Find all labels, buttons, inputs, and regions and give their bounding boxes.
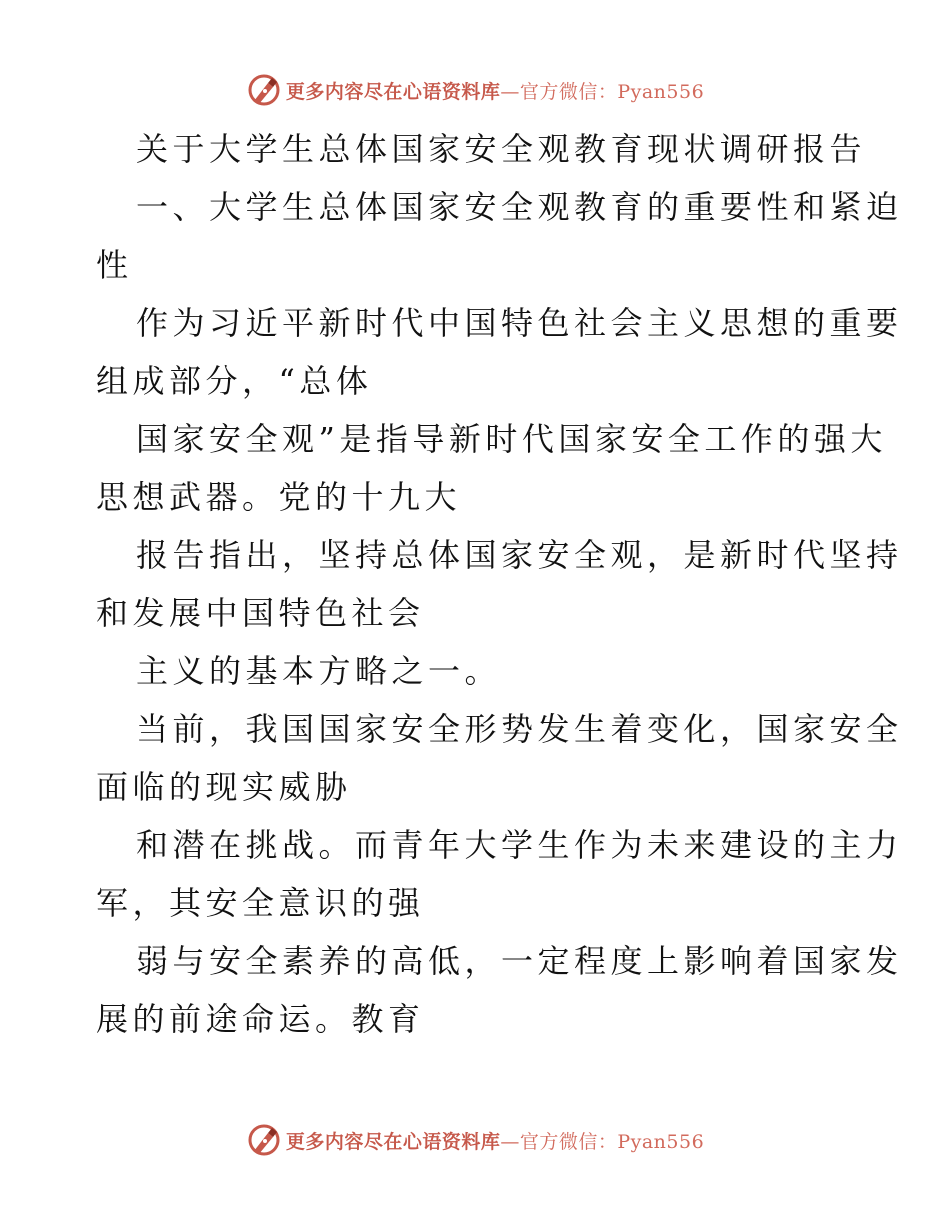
paragraph-line: 主义的基本方略之一。 — [136, 652, 502, 690]
watermark-text: 更多内容尽在心语资料库—官方微信：Pyan556 — [285, 1130, 705, 1153]
section-heading-continued: 性 — [96, 246, 133, 284]
paragraph-line: 弱与安全素养的高低，一定程度上影响着国家发 — [136, 942, 903, 980]
paragraph-line: 报告指出，坚持总体国家安全观，是新时代坚持 — [136, 536, 903, 574]
pen-logo-icon — [246, 1122, 282, 1158]
document-title: 关于大学生总体国家安全观教育现状调研报告 — [136, 130, 867, 168]
watermark-footer — [0, 1120, 950, 1160]
watermark-header — [0, 70, 950, 110]
paragraph-line: 展的前途命运。教育 — [96, 1000, 425, 1038]
paragraph-line: 军，其安全意识的强 — [96, 884, 425, 922]
paragraph-line: 思想武器。党的十九大 — [96, 478, 462, 516]
paragraph-line: 当前，我国国家安全形势发生着变化，国家安全 — [136, 710, 903, 748]
watermark-text: 更多内容尽在心语资料库—官方微信：Pyan556 — [285, 80, 705, 103]
paragraph-line: 面临的现实威胁 — [96, 768, 352, 806]
paragraph-line: 和潜在挑战。而青年大学生作为未来建设的主力 — [136, 826, 903, 864]
document-body — [96, 120, 903, 1048]
paragraph-line: 作为习近平新时代中国特色社会主义思想的重要 — [136, 304, 903, 342]
paragraph-line: 和发展中国特色社会 — [96, 594, 425, 632]
paragraph-line: 组成部分，“总体 — [96, 362, 373, 400]
pen-logo-icon — [246, 72, 282, 108]
paragraph-line: 国家安全观”是指导新时代国家安全工作的强大 — [136, 420, 887, 458]
section-heading: 一、大学生总体国家安全观教育的重要性和紧迫 — [136, 188, 903, 226]
